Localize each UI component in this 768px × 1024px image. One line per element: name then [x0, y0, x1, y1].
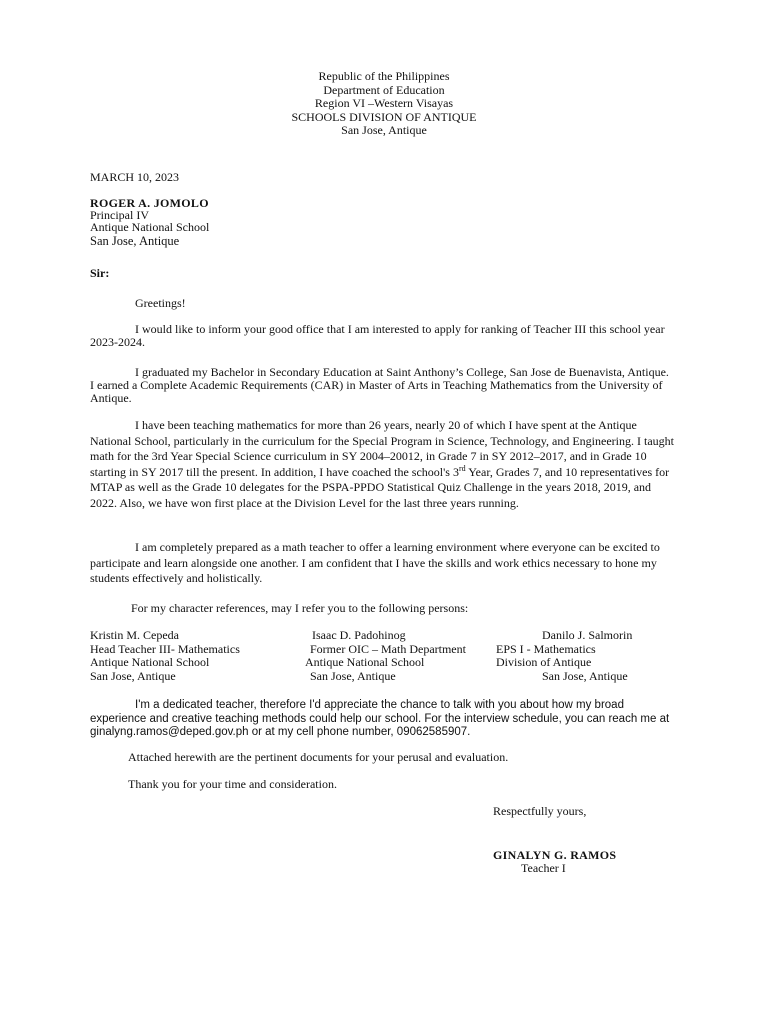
paragraph-experience-text — [90, 418, 675, 511]
reference-1-school: Antique National School — [90, 655, 210, 669]
letter-date: MARCH 10, 2023 — [90, 170, 180, 184]
complimentary-close: Respectfully yours, — [493, 804, 587, 818]
paragraph-interview-text: I'm a dedicated teacher, therefore I'd appreciate the chance to talk with you about how my broad experience and creative teaching methods could help our school. For the interview schedule, you can reach me at ginalyng.ramos@deped.gov.ph or at my cell phone number, 09062585907. — [90, 699, 670, 738]
greeting-paragraph — [90, 296, 675, 312]
reference-1-city: San Jose, Antique — [90, 668, 176, 683]
paragraph-experience — [90, 418, 675, 511]
paragraph-intent-text: I would like to inform your good office that I am interested to apply for ranking of Teacher III this school year 2023-2024. — [90, 322, 665, 349]
references-table — [90, 629, 650, 683]
reference-3-city: San Jose, Antique — [542, 668, 628, 683]
paragraph-thanks: Thank you for your time and consideration. — [128, 777, 337, 791]
signatory-name: GINALYN G. RAMOS — [493, 848, 617, 862]
paragraph-interview — [90, 699, 670, 740]
references-schools-row — [90, 656, 650, 670]
letterhead-city: San Jose, Antique — [341, 123, 427, 137]
recipient-city: San Jose, Antique — [90, 234, 180, 248]
reference-3-name: Danilo J. Salmorin — [542, 628, 633, 642]
letterhead-republic: Republic of the Philippines — [318, 69, 450, 83]
experience-superscript: rd — [458, 463, 466, 473]
reference-1-name: Kristin M. Cepeda — [90, 628, 179, 642]
reference-2-city: San Jose, Antique — [310, 668, 396, 683]
letterhead-division: SCHOOLS DIVISION OF ANTIQUE — [291, 109, 477, 124]
reference-3-school: Division of Antique — [496, 655, 592, 669]
recipient-name: ROGER A. JOMOLO — [90, 196, 209, 210]
reference-2-name: Isaac D. Padohinog — [312, 628, 406, 642]
recipient-school: Antique National School — [90, 220, 210, 234]
signatory-title: Teacher I — [521, 861, 566, 875]
references-intro-text: For my character references, may I refer you to the following persons: — [131, 601, 469, 615]
paragraph-education — [90, 366, 675, 405]
experience-text-part1: I have been teaching mathematics for more than 26 years, nearly 20 of which I have spent at the Antique National School, particularly in the curriculum for the Special Program in Science, Technology, and Engineering. I taught math for the 3rd Year Special Science curriculum in SY 2004–20012, in Grade 7 in SY 2012–2017, and in Grade 10 starting in SY 2017 till the present. In addition, I have coached the school's 3 — [90, 418, 674, 479]
letterhead-department: Department of Education — [323, 82, 445, 97]
paragraph-attachments: Attached herewith are the pertinent documents for your perusal and evaluation. — [128, 750, 509, 764]
paragraph-intent — [90, 323, 675, 349]
greeting-text: Greetings! — [135, 296, 186, 310]
recipient-position: Principal IV — [90, 208, 149, 222]
paragraph-references-intro — [90, 601, 675, 617]
references-names-row — [90, 629, 650, 643]
reference-2-school: Antique National School — [305, 655, 425, 669]
reference-1-title: Head Teacher III- Mathematics — [90, 641, 240, 656]
paragraph-preparedness — [90, 540, 675, 587]
paragraph-education-text: I graduated my Bachelor in Secondary Education at Saint Anthony’s College, San Jose de Buenavista, Antique. I earned a Complete Academic Requirements (CAR) in Master of Arts in Teaching Mathematics from the University of Antique. — [90, 365, 669, 405]
references-titles-row — [90, 643, 650, 657]
letterhead — [0, 70, 768, 138]
reference-2-title: Former OIC – Math Department — [310, 641, 466, 656]
recipient-block — [90, 197, 209, 247]
experience-text-part2: Year, Grades 7, and 10 representatives for MTAP as well as the Grade 10 delegates for the PSPA-PPDO Statistical Quiz Challenge in the years 2018, 2019, and 2022. Also, we have won first place at the Division Level for the last three years running. — [90, 464, 670, 510]
salutation: Sir: — [90, 266, 110, 280]
paragraph-preparedness-text: I am completely prepared as a math teacher to offer a learning environment where everyone can be excited to participate and learn alongside one another. I am confident that I have the skills and work ethics necessary to hone my students effectively and holistically. — [90, 540, 660, 585]
letterhead-region: Region VI –Western Visayas — [314, 96, 454, 110]
references-cities-row — [90, 670, 650, 684]
reference-3-title: EPS I - Mathematics — [496, 641, 596, 656]
